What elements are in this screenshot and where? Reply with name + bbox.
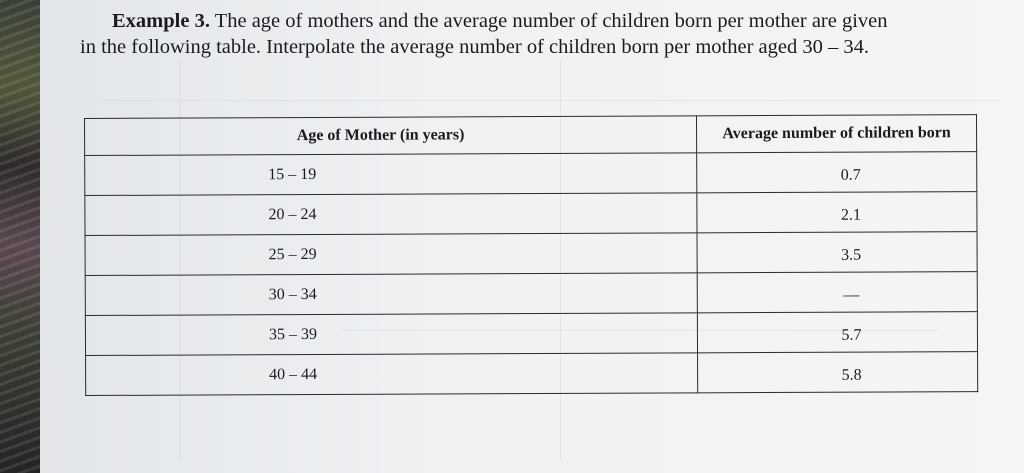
- table-row: [85, 272, 977, 316]
- age-cell: 15 – 19: [85, 153, 697, 196]
- example-label: Example 3.: [112, 10, 210, 32]
- avg-cell: 5.8: [698, 352, 978, 393]
- example-line1-text: The age of mothers and the average number of children born per mother are given: [209, 10, 888, 32]
- bleed-through-line: [100, 100, 1000, 101]
- age-cell: 40 – 44: [86, 353, 698, 396]
- table-row: [85, 152, 977, 196]
- data-table: [84, 114, 978, 396]
- age-cell: 20 – 24: [85, 193, 697, 236]
- table-row: [85, 312, 977, 356]
- example-line-1: [112, 8, 1000, 34]
- table-header-row: [85, 115, 977, 156]
- table-row: [85, 192, 977, 236]
- avg-cell: 3.5: [697, 232, 977, 273]
- age-cell: 30 – 34: [85, 273, 697, 316]
- table-row: [86, 352, 978, 396]
- header-average-children: Average number of children born: [696, 115, 976, 153]
- table-row: [85, 232, 977, 276]
- header-age-of-mother: Age of Mother (in years): [85, 116, 697, 156]
- avg-cell: 5.7: [697, 312, 977, 353]
- age-cell: 35 – 39: [85, 313, 697, 356]
- age-cell: 25 – 29: [85, 233, 697, 276]
- example-heading: [80, 8, 1000, 60]
- avg-cell: 0.7: [697, 152, 977, 193]
- fabric-background: [0, 0, 40, 473]
- avg-cell-missing: —: [697, 272, 977, 313]
- example-line-2: in the following table. Interpolate the average number of children born per mother aged 30 – 34.: [80, 36, 869, 58]
- avg-cell: 2.1: [697, 192, 977, 233]
